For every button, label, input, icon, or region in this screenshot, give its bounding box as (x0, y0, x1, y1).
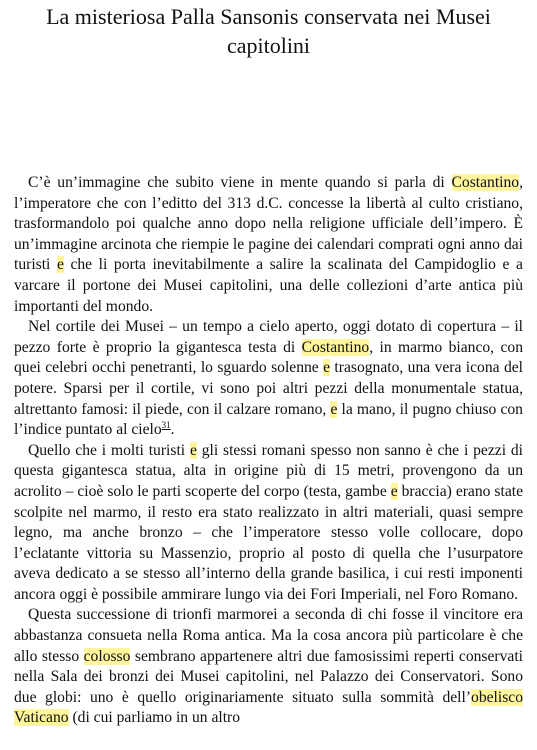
highlighted-term: e (390, 482, 398, 500)
paragraph-3 (14, 441, 523, 606)
highlighted-term: Costantino (301, 338, 370, 356)
text-run: , in marmo bianco, con quei celebri occhi penetranti, lo sguardo solenne (14, 338, 523, 377)
text-run: , l’imperatore che con l’editto del 313 d.C. concesse la libertà al culto cristiano, trasformandolo poi qualche anno dopo nella religione ufficiale dell’impero. È un’immagine arcinota che riempie le pagine dei calendari comprati ogni anno dai turisti (14, 174, 523, 274)
highlighted-term: e (330, 400, 338, 418)
text-run: Quello che i molti turisti (28, 441, 190, 459)
highlighted-term: e (323, 359, 331, 377)
paragraph-2 (14, 317, 523, 441)
text-run: C’è un’immagine che subito viene in mente quando si parla di (28, 174, 452, 191)
text-run: sembrano appartenere altri due famosissimi reperti conservati nella Sala dei bronzi dei Musei capitolini, nel Palazzo dei Conservatori. Sono due globi: uno è quello originariamente situato sulla sommità dell’ (14, 647, 523, 706)
highlighted-term: obelisco Vaticano (14, 688, 523, 727)
text-run: braccia) erano state scolpite nel marmo, il resto era stato realizzato in altri materiali, quasi sempre legno, ma anche bronzo – che l’imperatore stesso volle collocare, dopo l’eclatante vittoria su Massenzio, proprio al posto di quella che l’usurpatore aveva dedicato a se stesso all’interno della grande basilica, i cui resti imponenti ancora oggi è possibile ammirare lungo via dei Fori Imperiali, nel Foro Romano. (14, 482, 523, 603)
text-run: la mano, il pugno chiuso con l’indice puntato al cielo (14, 400, 523, 439)
highlighted-term: colosso (83, 647, 131, 665)
text-run: (di cui parliamo in un altro (68, 709, 241, 727)
text-run: gli stessi romani spesso non sanno è che i pezzi di questa gigantesca statua, alta in origine più di 15 metri, provengono da un acrolito – cioè solo le parti scoperte del corpo (testa, gambe (14, 441, 523, 500)
body-text (14, 173, 523, 729)
highlighted-term: e (56, 256, 64, 274)
page-title: La misteriosa Palla Sansonis conservata nei Musei capitolini (46, 4, 491, 58)
highlighted-term: Costantino (451, 174, 520, 191)
text-run: che li porta inevitabilmente a salire la scalinata del Campidoglio e a varcare il portone dei Musei capitolini, una delle collezioni d’arte antica più importanti del mondo. (14, 256, 523, 315)
text-run: trasognato, una vera icona del potere. Sparsi per il cortile, vi sono poi altri pezzi della monumentale statua, altrettanto famosi: il piede, con il calzare romano, (14, 359, 524, 418)
text-run: Questa successione di trionfi marmorei a seconda di chi fosse il vincitore era abbastanza consueta nella Roma antica. Ma la cosa ancora più particolare è che allo stesso (14, 606, 523, 665)
paragraph-1 (14, 173, 523, 317)
highlighted-term: e (189, 441, 197, 459)
text-run: . (170, 421, 175, 439)
paragraph-4 (14, 605, 523, 729)
text-run: Nel cortile dei Musei – un tempo a cielo aperto, oggi dotato di copertura – il pezzo forte è proprio la gigantesca testa di (14, 318, 523, 356)
footnote-ref[interactable]: 31 (161, 419, 171, 430)
